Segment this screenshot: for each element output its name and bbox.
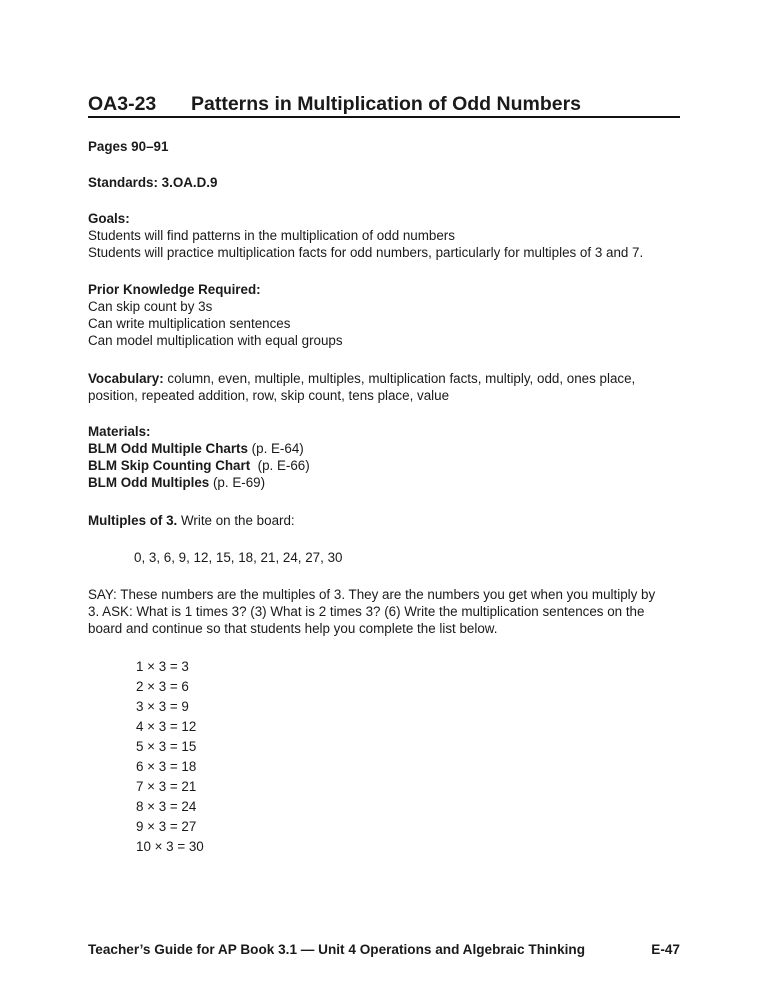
equation: 7 × 3 = 21 <box>136 779 197 794</box>
equation: 5 × 3 = 15 <box>136 739 197 754</box>
standards: Standards: 3.OA.D.9 <box>88 175 218 190</box>
equation: 2 × 3 = 6 <box>136 679 189 694</box>
material-item: BLM Odd Multiples (p. E-69) <box>88 475 266 490</box>
footer-text: Teacher’s Guide for AP Book 3.1 — Unit 4 Operations and Algebraic Thinking <box>88 942 586 957</box>
materials-heading: Materials: <box>88 424 151 439</box>
multiples-label: Multiples of 3. <box>88 513 178 528</box>
lesson-title: Patterns in Multiplication of Odd Numbers <box>191 93 582 115</box>
equation: 4 × 3 = 12 <box>136 719 197 734</box>
prior-knowledge-section <box>88 281 688 349</box>
multiples-sequence: 0, 3, 6, 9, 12, 15, 18, 21, 24, 27, 30 <box>134 550 343 565</box>
material-item: BLM Odd Multiple Charts (p. E-64) <box>88 441 304 456</box>
page-footer <box>88 941 680 958</box>
equation: 3 × 3 = 9 <box>136 699 189 714</box>
vocabulary-list-continued: position, repeated addition, row, skip count, tens place, value <box>88 388 450 403</box>
pages-reference: Pages 90–91 <box>88 139 169 154</box>
page-number: E-47 <box>651 942 680 957</box>
goal-item: Students will find patterns in the multiplication of odd numbers <box>88 228 455 243</box>
multiplication-list <box>136 657 336 857</box>
prior-knowledge-item: Can write multiplication sentences <box>88 316 291 331</box>
lesson-code: OA3-23 <box>88 93 157 115</box>
vocabulary-section <box>88 370 688 404</box>
material-item: BLM Skip Counting Chart (p. E-66) <box>88 458 310 473</box>
equation: 6 × 3 = 18 <box>136 759 197 774</box>
vocabulary-list: column, even, multiple, multiples, multiplication facts, multiply, odd, ones place, <box>163 371 636 386</box>
equation: 1 × 3 = 3 <box>136 659 189 674</box>
equation: 8 × 3 = 24 <box>136 799 197 814</box>
page-title <box>88 93 680 118</box>
multiples-intro: Multiples of 3. Write on the board: <box>88 513 295 528</box>
goal-item: Students will practice multiplication facts for odd numbers, particularly for multiples of 3 and 7. <box>88 245 644 260</box>
equation: 9 × 3 = 27 <box>136 819 197 834</box>
prior-knowledge-heading: Prior Knowledge Required: <box>88 282 261 297</box>
prior-knowledge-item: Can model multiplication with equal groups <box>88 333 343 348</box>
materials-section <box>88 423 688 491</box>
instruction-paragraph: SAY: These numbers are the multiples of 3. They are the numbers you get when you multiply by 3. ASK: What is 1 times 3? (3) What is 2 times 3? (6) Write the multiplication sentences on the board and continue so that students help you complete the list below. <box>88 587 656 636</box>
goals-section <box>88 210 688 261</box>
equation: 10 × 3 = 30 <box>136 839 204 854</box>
goals-heading: Goals: <box>88 211 130 226</box>
prior-knowledge-item: Can skip count by 3s <box>88 299 213 314</box>
vocabulary-label: Vocabulary: <box>88 371 164 386</box>
